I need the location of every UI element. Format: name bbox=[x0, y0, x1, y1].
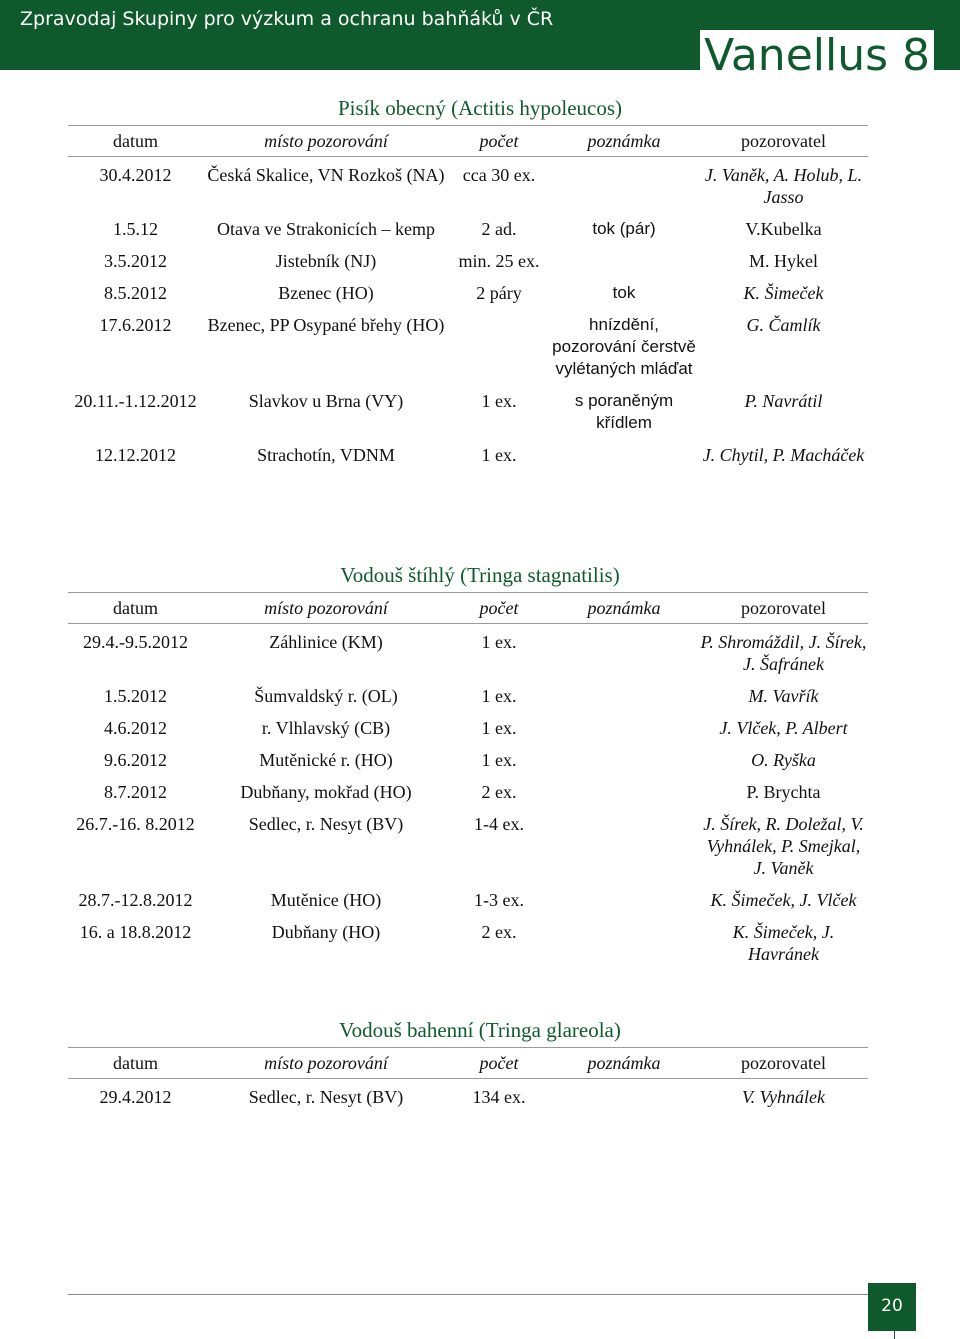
table-header-row bbox=[68, 1047, 868, 1079]
table-row bbox=[68, 628, 868, 682]
place-cell: Bzenec, PP Osypané břehy (HO) bbox=[207, 315, 445, 335]
place-cell: Dubňany, mokřad (HO) bbox=[240, 782, 412, 802]
note-cell bbox=[549, 749, 699, 771]
count-cell: 1 ex. bbox=[481, 718, 517, 738]
date-cell: 17.6.2012 bbox=[99, 315, 172, 335]
table-row bbox=[68, 746, 868, 778]
observer-cell: V.Kubelka bbox=[745, 219, 822, 239]
count-cell: cca 30 ex. bbox=[462, 165, 536, 185]
date-cell: 29.4.2012 bbox=[99, 1087, 172, 1107]
col-datum-header: datum bbox=[113, 597, 158, 618]
date-cell: 28.7.-12.8.2012 bbox=[78, 890, 193, 910]
date-cell: 20.11.-1.12.2012 bbox=[74, 391, 197, 411]
place-cell: Mutěnické r. (HO) bbox=[259, 750, 393, 770]
section-title: Vodouš štíhlý (Tringa stagnatilis) bbox=[340, 563, 620, 587]
observer-cell: M. Hykel bbox=[749, 251, 818, 271]
table-row bbox=[68, 810, 868, 886]
count-cell: 1-3 ex. bbox=[474, 890, 524, 910]
place-cell: Slavkov u Brna (VY) bbox=[248, 391, 404, 411]
col-misto-header: místo pozorování bbox=[264, 597, 388, 618]
table-row bbox=[68, 247, 868, 279]
note-cell bbox=[549, 813, 699, 879]
place-cell: r. Vlhlavský (CB) bbox=[261, 718, 391, 738]
date-cell: 26.7.-16. 8.2012 bbox=[76, 814, 195, 834]
place-cell: Česká Skalice, VN Rozkoš (NA) bbox=[207, 165, 445, 185]
note-cell bbox=[549, 631, 699, 675]
observer-cell: V. Vyhnálek bbox=[742, 1087, 825, 1107]
page-number: 20 bbox=[868, 1283, 916, 1331]
table-body bbox=[68, 161, 868, 473]
observer-cell: K. Šimeček bbox=[743, 283, 824, 303]
observer-cell: J. Vlček, P. Albert bbox=[719, 718, 848, 738]
col-pozorovatel-header: pozorovatel bbox=[741, 1052, 826, 1073]
date-cell: 12.12.2012 bbox=[95, 445, 176, 465]
footer-divider bbox=[68, 1294, 868, 1295]
place-cell: Jistebník (NJ) bbox=[275, 251, 377, 271]
note-cell: s poraněným křídlem bbox=[574, 391, 674, 432]
table-row bbox=[68, 441, 868, 473]
table-header-row bbox=[68, 125, 868, 157]
date-cell: 4.6.2012 bbox=[104, 718, 167, 738]
observer-cell: K. Šimeček, J. Vlček bbox=[710, 890, 857, 910]
observer-cell: P. Shromáždil, J. Šírek, J. Šafránek bbox=[700, 632, 867, 674]
note-cell bbox=[549, 889, 699, 911]
note-cell bbox=[549, 685, 699, 707]
place-cell: Šumvaldský r. (OL) bbox=[254, 686, 398, 706]
count-cell: 1-4 ex. bbox=[474, 814, 524, 834]
col-poznamka-header: poznámka bbox=[587, 597, 661, 618]
note-cell bbox=[549, 781, 699, 803]
count-cell: 2 páry bbox=[476, 283, 522, 303]
section-actitis bbox=[68, 96, 868, 473]
observer-cell: G. Čamlík bbox=[746, 315, 821, 335]
place-cell: Dubňany (HO) bbox=[271, 922, 381, 942]
note-cell: hnízdění, pozorování čerstvě vylétaných mláďat bbox=[552, 315, 696, 378]
count-cell: 2 ex. bbox=[481, 922, 517, 942]
observer-cell: O. Ryška bbox=[751, 750, 816, 770]
count-cell bbox=[449, 314, 549, 380]
table-row bbox=[68, 714, 868, 746]
date-cell: 30.4.2012 bbox=[99, 165, 172, 185]
table-header-row bbox=[68, 592, 868, 624]
table-row bbox=[68, 1083, 868, 1115]
note-cell bbox=[549, 164, 699, 208]
date-cell: 1.5.12 bbox=[113, 219, 158, 239]
section-tringa-glareola bbox=[68, 1018, 868, 1115]
note-cell: tok (pár) bbox=[592, 219, 656, 238]
count-cell: 1 ex. bbox=[481, 391, 517, 411]
col-pozorovatel-header: pozorovatel bbox=[741, 597, 826, 618]
place-cell: Bzenec (HO) bbox=[278, 283, 374, 303]
table-row bbox=[68, 918, 868, 972]
date-cell: 1.5.2012 bbox=[104, 686, 167, 706]
col-pocet-header: počet bbox=[479, 597, 519, 618]
col-pozorovatel-header: pozorovatel bbox=[741, 130, 826, 151]
table-row bbox=[68, 161, 868, 215]
count-cell: 1 ex. bbox=[481, 686, 517, 706]
note-cell: tok bbox=[612, 283, 636, 302]
col-poznamka-header: poznámka bbox=[587, 1052, 661, 1073]
table-row bbox=[68, 311, 868, 387]
observer-cell: J. Chytil, P. Macháček bbox=[702, 445, 865, 465]
col-pocet-header: počet bbox=[479, 130, 519, 151]
place-cell: Mutěnice (HO) bbox=[270, 890, 382, 910]
note-cell bbox=[549, 717, 699, 739]
note-cell bbox=[549, 444, 699, 466]
count-cell: 1 ex. bbox=[481, 632, 517, 652]
section-title: Pisík obecný (Actitis hypoleucos) bbox=[337, 96, 623, 120]
table-body bbox=[68, 628, 868, 972]
count-cell: 2 ad. bbox=[481, 219, 517, 239]
place-cell: Sedlec, r. Nesyt (BV) bbox=[248, 814, 404, 834]
table-row bbox=[68, 387, 868, 441]
observer-cell: P. Brychta bbox=[746, 782, 821, 802]
observer-cell: J. Vaněk, A. Holub, L. Jasso bbox=[704, 165, 863, 207]
count-cell: 2 ex. bbox=[481, 782, 517, 802]
page-number-tick bbox=[894, 1331, 895, 1339]
section-tringa-stagnatilis bbox=[68, 563, 868, 972]
date-cell: 16. a 18.8.2012 bbox=[79, 922, 192, 942]
note-cell bbox=[549, 250, 699, 272]
table-row bbox=[68, 778, 868, 810]
note-cell bbox=[549, 921, 699, 965]
count-cell: 1 ex. bbox=[481, 750, 517, 770]
place-cell: Otava ve Strakonicích – kemp bbox=[217, 219, 435, 239]
observer-cell: K. Šimeček, J. Havránek bbox=[732, 922, 835, 964]
table-body bbox=[68, 1083, 868, 1115]
observer-cell: P. Navrátil bbox=[744, 391, 823, 411]
volume-label: Vanellus 8 bbox=[700, 30, 934, 82]
date-cell: 8.5.2012 bbox=[104, 283, 167, 303]
col-misto-header: místo pozorování bbox=[264, 1052, 388, 1073]
col-misto-header: místo pozorování bbox=[264, 130, 388, 151]
count-cell: min. 25 ex. bbox=[458, 251, 540, 271]
col-datum-header: datum bbox=[113, 130, 158, 151]
newsletter-title: Zpravodaj Skupiny pro výzkum a ochranu bahňáků v ČR bbox=[20, 8, 554, 30]
col-poznamka-header: poznámka bbox=[587, 130, 661, 151]
col-datum-header: datum bbox=[113, 1052, 158, 1073]
section-title: Vodouš bahenní (Tringa glareola) bbox=[339, 1018, 621, 1042]
col-pocet-header: počet bbox=[479, 1052, 519, 1073]
table-row bbox=[68, 215, 868, 247]
date-cell: 3.5.2012 bbox=[104, 251, 167, 271]
table-row bbox=[68, 279, 868, 311]
table-row bbox=[68, 682, 868, 714]
date-cell: 29.4.-9.5.2012 bbox=[83, 632, 188, 652]
observer-cell: M. Vavřík bbox=[748, 686, 819, 706]
observer-cell: J. Šírek, R. Doležal, V. Vyhnálek, P. Smejkal, J. Vaněk bbox=[703, 814, 864, 878]
date-cell: 9.6.2012 bbox=[104, 750, 167, 770]
table-row bbox=[68, 886, 868, 918]
count-cell: 1 ex. bbox=[481, 445, 517, 465]
count-cell: 134 ex. bbox=[472, 1087, 526, 1107]
place-cell: Sedlec, r. Nesyt (BV) bbox=[248, 1087, 404, 1107]
place-cell: Záhlinice (KM) bbox=[269, 632, 383, 652]
date-cell: 8.7.2012 bbox=[104, 782, 167, 802]
place-cell: Strachotín, VDNM bbox=[257, 445, 395, 465]
note-cell bbox=[549, 1086, 699, 1108]
